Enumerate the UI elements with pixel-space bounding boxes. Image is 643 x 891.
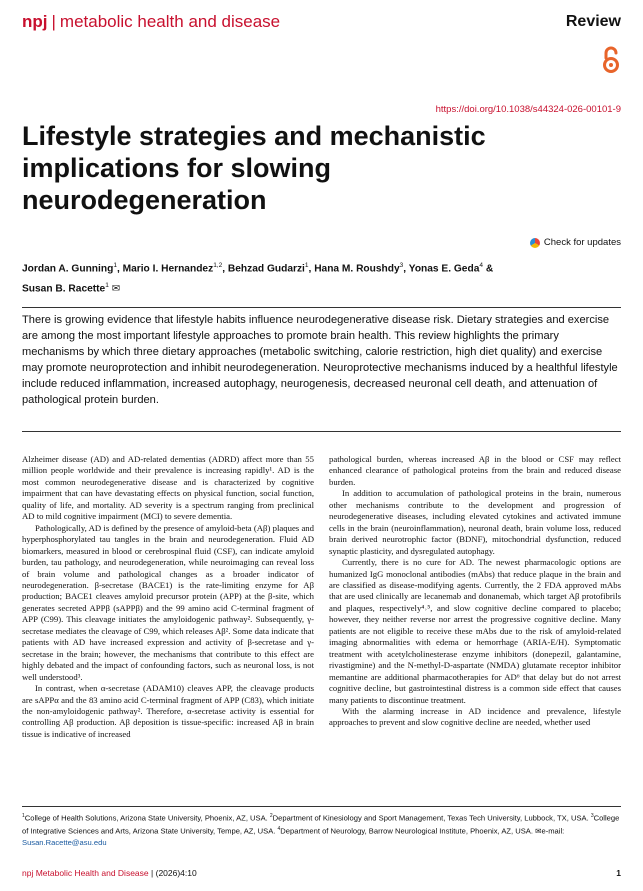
abstract: There is growing evidence that lifestyle habits influence neurodegenerative disease risk. Dietary strategies and exercise are among the most important lifestyle approaches to promote brain health. This review highlights the primary mechanisms by which three dietary approaches (metabolic switching, calorie restriction, high diet quality) and exercise may promote neuroprotection and inhibit neurodegeneration. Neuroprotective mechanisms induced by a healthful lifestyle include reduced inflammation, increased autophagy, neurogenesis, decreased neuronal cell death, and attenuation of pathological protein burden. [22, 314, 618, 406]
author-name[interactable]: Jordan A. Gunning [22, 263, 114, 275]
author-affiliation: 1 [105, 282, 109, 290]
envelope-icon: ✉ [535, 826, 542, 836]
footer-volume: (2026)4:10 [155, 868, 197, 878]
author-affiliation: 4 [479, 262, 483, 269]
affiliation-4: Department of Neurology, Barrow Neurological Institute, Phoenix, AZ, USA. [280, 826, 533, 836]
open-access-icon [601, 46, 621, 74]
envelope-icon[interactable]: ✉ [111, 283, 121, 295]
author-name[interactable]: Behzad Gudarzi [227, 263, 305, 275]
author-name[interactable]: Susan B. Racette [22, 283, 106, 295]
journal-brand[interactable] [22, 12, 280, 32]
body-paragraph: In contrast, when α-secretase (ADAM10) cleaves APP, the cleavage products are sAPPα and the 83 amino acid C-terminal fragment of APP (C83), which initiate the non-amyloidogenic pathway². Therefore, α-secretase activity is essential for controlling Aβ production. Aβ deposition is tissue-specific: increased Aβ in brain tissue is indicative of increased [22, 683, 314, 739]
footer-separator: | [151, 868, 154, 878]
doi-link[interactable]: https://doi.org/10.1038/s44324-026-00101-9 [435, 104, 621, 115]
author-affiliation: 3 [399, 262, 404, 269]
affiliation-1: College of Health Solutions, Arizona State University, Phoenix, AZ, USA. [24, 813, 268, 823]
author-name[interactable]: Hana M. Roushdy [314, 263, 400, 275]
email-link[interactable]: Susan.Racette@asu.edu [22, 838, 107, 848]
brand-journal-name: metabolic health and disease [59, 12, 281, 31]
author-name[interactable]: Yonas E. Geda [408, 263, 480, 275]
check-for-updates-label: Check for updates [543, 237, 621, 248]
article-type: Review [565, 13, 621, 30]
body-column-left [22, 454, 314, 740]
body-paragraph: pathological burden, whereas increased Aβ in the blood or CSF may reflect enhanced clearance of pathological proteins from the brain and reduced disease burden. [329, 454, 621, 487]
email-label: e-mail: [541, 826, 565, 836]
divider [22, 431, 621, 432]
page-number: 1 [616, 868, 621, 878]
article-title: Lifestyle strategies and mechanistic implications for slowing neurodegeneration [22, 121, 486, 215]
author-list: Jordan A. Gunning$^1$, Mario I. Hernandez$^{1,2}$, Behzad Gudarzi$^1$, Hana M. Roushdy$^3$, Yonas E. Geda$^4$ & Susan B. Racette$^1$ ✉ [22, 262, 494, 295]
author-name[interactable]: Mario I. Hernandez [122, 263, 214, 275]
divider [22, 806, 621, 807]
body-paragraph: Currently, there is no cure for AD. The newest pharmacologic options are humanized IgG monoclonal antibodies (mAbs) that reduce plaque in the brain and are classified as disease-modifying agents. Currently, the 2 FDA approved mAbs that are used clinically are lecanemab and donanemab, which target Aβ protofibrils and plaques, respectively⁴˒⁵, and slow cognitive decline compared to placebo; however, they neither reverse nor arrest the progressive cognitive decline. Many patients are not eligible to receive these mAbs due to the risk of amyloid-related imaging abnormalities with edema or hemorrhage (ARIA-E/H). Symptomatic treatment with acetylcholinesterase enzyme inhibitors (donepezil, galantamine, rivastigmine) and the N-methyl-D-aspartate (NMDA) glutamate receptor inhibitor memantine are additional pharmacotherapies for AD⁶ that delay but do not arrest cognitive decline, but gastrointestinal distress is a common side effect that causes many patients to discontinue treatment. [329, 557, 621, 705]
affiliation-3: College of Integrative Sciences and Arts, Arizona State University, Tempe, AZ, USA. [22, 813, 620, 836]
brand-separator: | [51, 12, 56, 31]
body-paragraph: Pathologically, AD is defined by the presence of amyloid-beta (Aβ) plaques and hyperphosphorylated tau tangles in the brain and neurodegeneration. Fluid AD biomarkers, measured in blood or cerebrospinal fluid (CSF), can indicate amyloid burden, tau pathology, and neurodegeneration, while neuroimaging can reveal loss of brain volume and pathological changes as a broader indicator of neurodegeneration. β-secretase (BACE1) is the rate-limiting enzyme for Aβ production; BACE1 cleaves amyloid precursor protein (APP) at the β-site, which generates secreted APPβ (sAPPβ) and the 99 amino acid C-terminal fragment of APP (C99). This cleavage initiates the amyloidogenic pathway². Subsequently, γ-secretase mediates the cleavage of C99, which releases Aβ². Some data indicate that patients with AD have increased expression and activity of β-secretase and γ-secretase in the brain; however, the mechanisms that contribute to this effect are highly debated and the impact of confounding factors, such as neuronal loss, is not well understood³. [22, 522, 314, 682]
author-affiliation: 1 [113, 262, 117, 269]
body-paragraph: With the alarming increase in AD incidence and prevalence, lifestyle approaches to prevent and slow cognitive decline are needed, whether used [329, 705, 621, 728]
body-paragraph: Alzheimer disease (AD) and AD-related dementias (ADRD) affect more than 55 million people worldwide and their prevalence is increasing rapidly¹. AD is the most common neurodegenerative disease and is characterized by cognitive impairment that can have devastating effects on physical function, social function, quality of life, and mortality. AD severity is a spectrum ranging from preclinical AD to mild cognitive impairment (MCI) to severe dementia. [22, 454, 314, 522]
affiliation-2: Department of Kinesiology and Sport Management, Texas Tech University, Lubbock, TX, USA. [272, 813, 589, 823]
brand-npj: npj [22, 12, 48, 31]
author-affiliation: 1 [304, 262, 309, 269]
check-for-updates-button[interactable] [530, 237, 621, 248]
crossmark-icon [530, 238, 540, 248]
footer-citation [22, 868, 197, 878]
author-affiliation: 1,2 [213, 262, 223, 269]
footer-journal[interactable]: npj Metabolic Health and Disease [22, 868, 149, 878]
divider [22, 307, 621, 308]
body-paragraph: In addition to accumulation of pathological proteins in the brain, numerous other mechanisms contribute to the development and progression of neurodegenerative diseases, including elevated cytokines and activated immune cells in the brain (neuroinflammation), neuronal death, brain volume loss, reduced brain derived neurotrophic factor (BDNF), mitochondrial dysfunction, reduced synaptic plasticity, and dysregulated autophagy. [329, 488, 621, 556]
affiliations: $^1$College of Health Solutions, Arizona State University, Phoenix, AZ, USA. $^2$Department of Kinesiology and Sport Management, Texas Tech University, Lubbock, TX, USA. $^3$College of Integrative Sciences and Arts, Arizona State University, Tempe, AZ, USA. $^4$Department of Neurology, Barrow Neurological Institute, Phoenix, AZ, USA. ✉e-mail: Susan.Racette@asu.edu [22, 813, 620, 848]
body-column-right [329, 454, 621, 729]
